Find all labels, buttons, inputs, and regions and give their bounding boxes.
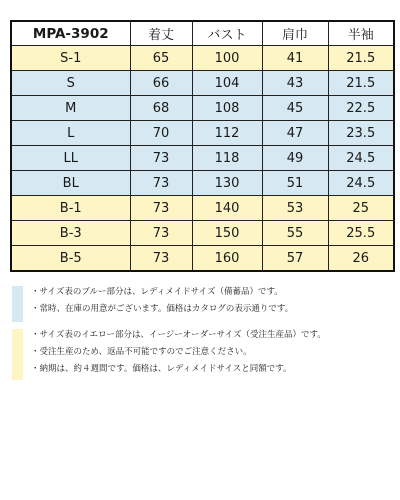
yellow-note-bar xyxy=(12,329,23,380)
short-sleeve-value: 25 xyxy=(328,196,394,221)
short-sleeve-value: 21.5 xyxy=(328,71,394,96)
size-label: S-1 xyxy=(11,46,130,71)
length-value: 65 xyxy=(130,46,192,71)
shoulder-width-value: 43 xyxy=(262,71,328,96)
short-sleeve-value: 26 xyxy=(328,246,394,272)
header-length: 着丈 xyxy=(130,21,192,46)
shoulder-width-value: 57 xyxy=(262,246,328,272)
yellow-note-line: ・受注生産のため、返品不可能ですのでご注意ください。 xyxy=(31,347,252,357)
length-value: 70 xyxy=(130,121,192,146)
bust-value: 130 xyxy=(192,171,262,196)
size-table-header xyxy=(11,21,394,46)
blue-note-bar xyxy=(12,286,23,322)
yellow-notes xyxy=(12,327,326,378)
blue-note-line: ・常時、在庫の用意がございます。価格はカタログの表示通りです。 xyxy=(31,304,294,314)
header-row xyxy=(11,21,394,46)
shoulder-width-value: 45 xyxy=(262,96,328,121)
size-label: B-3 xyxy=(11,221,130,246)
bust-value: 100 xyxy=(192,46,262,71)
size-row xyxy=(11,121,394,146)
model-number: MPA-3902 xyxy=(11,21,130,46)
size-row xyxy=(11,146,394,171)
short-sleeve-value: 21.5 xyxy=(328,46,394,71)
bust-value: 118 xyxy=(192,146,262,171)
length-value: 73 xyxy=(130,246,192,272)
shoulder-width-value: 47 xyxy=(262,121,328,146)
length-value: 66 xyxy=(130,71,192,96)
bust-value: 160 xyxy=(192,246,262,272)
size-row xyxy=(11,96,394,121)
bust-value: 108 xyxy=(192,96,262,121)
short-sleeve-value: 23.5 xyxy=(328,121,394,146)
size-row xyxy=(11,246,394,272)
shoulder-width-value: 53 xyxy=(262,196,328,221)
size-label: M xyxy=(11,96,130,121)
size-label: B-1 xyxy=(11,196,130,221)
size-label: L xyxy=(11,121,130,146)
blue-note-line: ・サイズ表のブルー部分は、レディメイドサイズ（備蓄品）です。 xyxy=(31,287,283,297)
size-label: S xyxy=(11,71,130,96)
blue-notes xyxy=(12,284,293,318)
bust-value: 150 xyxy=(192,221,262,246)
shoulder-width-value: 49 xyxy=(262,146,328,171)
yellow-note-line: ・サイズ表のイエロー部分は、イージーオーダーサイズ（受注生産品）です。 xyxy=(31,330,326,340)
length-value: 73 xyxy=(130,196,192,221)
size-table-body xyxy=(11,46,394,272)
bust-value: 140 xyxy=(192,196,262,221)
header-shoulder-width: 肩巾 xyxy=(262,21,328,46)
size-row xyxy=(11,46,394,71)
shoulder-width-value: 41 xyxy=(262,46,328,71)
length-value: 68 xyxy=(130,96,192,121)
short-sleeve-value: 24.5 xyxy=(328,146,394,171)
short-sleeve-value: 22.5 xyxy=(328,96,394,121)
header-short-sleeve: 半袖 xyxy=(328,21,394,46)
size-label: B-5 xyxy=(11,246,130,272)
header-bust: バスト xyxy=(192,21,262,46)
length-value: 73 xyxy=(130,171,192,196)
size-row xyxy=(11,221,394,246)
bust-value: 112 xyxy=(192,121,262,146)
length-value: 73 xyxy=(130,221,192,246)
shoulder-width-value: 55 xyxy=(262,221,328,246)
size-row xyxy=(11,71,394,96)
size-row xyxy=(11,171,394,196)
short-sleeve-value: 25.5 xyxy=(328,221,394,246)
bust-value: 104 xyxy=(192,71,262,96)
yellow-note-line: ・納期は、約４週間です。価格は、レディメイドサイスと同額です。 xyxy=(31,364,292,374)
size-table xyxy=(10,20,395,272)
size-row xyxy=(11,196,394,221)
size-label: BL xyxy=(11,171,130,196)
short-sleeve-value: 24.5 xyxy=(328,171,394,196)
size-label: LL xyxy=(11,146,130,171)
shoulder-width-value: 51 xyxy=(262,171,328,196)
length-value: 73 xyxy=(130,146,192,171)
